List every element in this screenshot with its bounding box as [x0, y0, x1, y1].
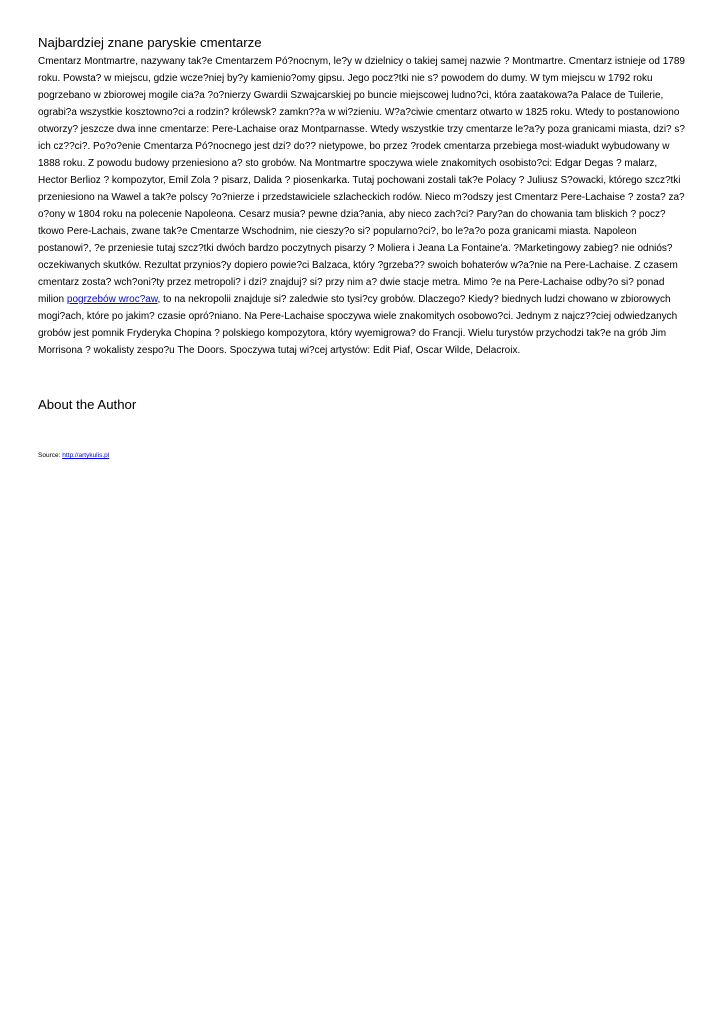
article-title: Najbardziej znane paryskie cmentarze [38, 35, 262, 50]
source-label: Source: [38, 452, 63, 459]
about-author-heading: About the Author [38, 397, 137, 412]
document-page [38, 34, 688, 459]
source-line [38, 451, 109, 460]
article-body-text-end: , to na nekropolii znajduje si? zaledwie sto tysi?cy grobów. Dlaczego? Kiedy? biednych ludzi chowano w zbiorowych mogi?ach, które po jakim? czasie opró?niano. Na Pere-Lachaise spoczywa wiele znakomitych osobowo?ci. Jednym z najcz??ciej odwiedzanych grobów jest pomnik Fryderyka Chopina ? polskiego kompozytora, który wyemigrowa? do Francji. Wielu turystów przychodzi tak?e na grób Jim Morrisona ? wokalisty zespo?u The Doors. Spoczywa tutaj wi?cej artystów: Edit Piaf, Oscar Wilde, Delacroix. [38, 294, 678, 356]
source-link[interactable]: http://artykulis.pl [62, 452, 110, 459]
article-body [38, 53, 688, 359]
article-body-text-start: Cmentarz Montmartre, nazywany tak?e Cmentarzem Pó?nocnym, le?y w dzielnicy o takiej samej nazwie ? Montmartre. Cmentarz istnieje od 1789 roku. Powsta? w miejscu, gdzie wcze?niej by?y kamienio?omy gipsu. Jego pocz?tki nie s? powodem do dumy. W tym miejscu w 1792 roku pogrzebano w zbiorowej mogile cia?a ?o?nierzy Gwardii Szwajcarskiej po buncie miejscowej ludno?ci, która zaatakowa?a Palace de Tuilerie, ograbi?a wszystkie kosztowno?ci a rodzin? królewsk? zamkn??a w wi?zieniu. W?a?ciwie cmentarz otwarto w 1825 roku. Wtedy to postanowiono otworzy? jeszcze dwa inne cmentarze: Pere-Lachaise oraz Montparnasse. Wtedy wszystkie trzy cmentarze le?a?y poza granicami miasta, dzi? s? ich cz??ci?. Po?o?enie Cmentarza Pó?nocnego jest dzi? do?? nietypowe, bo przez ?rodek cmentarza przebiega most-wiadukt wybudowany w 1888 roku. Z powodu budowy przeniesiono a? sto grobów. Na Montmartre spoczywa wiele znakomitych osobisto?ci: Edgar Degas ? malarz, Hector Berlioz ? kompozytor, Emil Zola ? pisarz, Dalida ? piosenkarka. Tutaj pochowani zostali tak?e Polacy ? Juliusz S?owacki, którego szcz?tki przeniesiono na Wawel a tak?e polscy ?o?nierze i przedstawiciele szlacheckich rodów. Nieco m?odszy jest Cmentarz Pere-Lachaise ? zosta? za?o?ony w 1804 roku na polecenie Napoleona. Cesarz musia? pewne dzia?ania, aby nieco zach?ci? Pary?an do chowania tam bliskich ? pocz?tkowo Pere-Lachais, zwane tak?e Cmentarze Wschodnim, nie cieszy?o si? popularno?ci?, bo le?a?o poza granicami miasta. Napoleon postanowi?, ?e przeniesie tutaj szcz?tki dwóch bardzo poczytnych pisarzy ? Moliera i Jeana La Fontaine'a. ?Marketingowy zabieg? nie odniós? oczekiwanych skutków. Rezultat przynios?y dopiero powie?ci Balzaca, który ?grzeba?? swoich bohaterów w?a?nie na Pere-Lachaise. Z czasem cmentarz zosta? wch?oni?ty przez metropoli? i dzi? znajduj? si? przy nim a? dwie stacje metra. Mimo ?e na Pere-Lachaise odby?o si? ponad milion [38, 56, 685, 305]
funeral-link[interactable]: pogrzebów wroc?aw [66, 294, 158, 305]
